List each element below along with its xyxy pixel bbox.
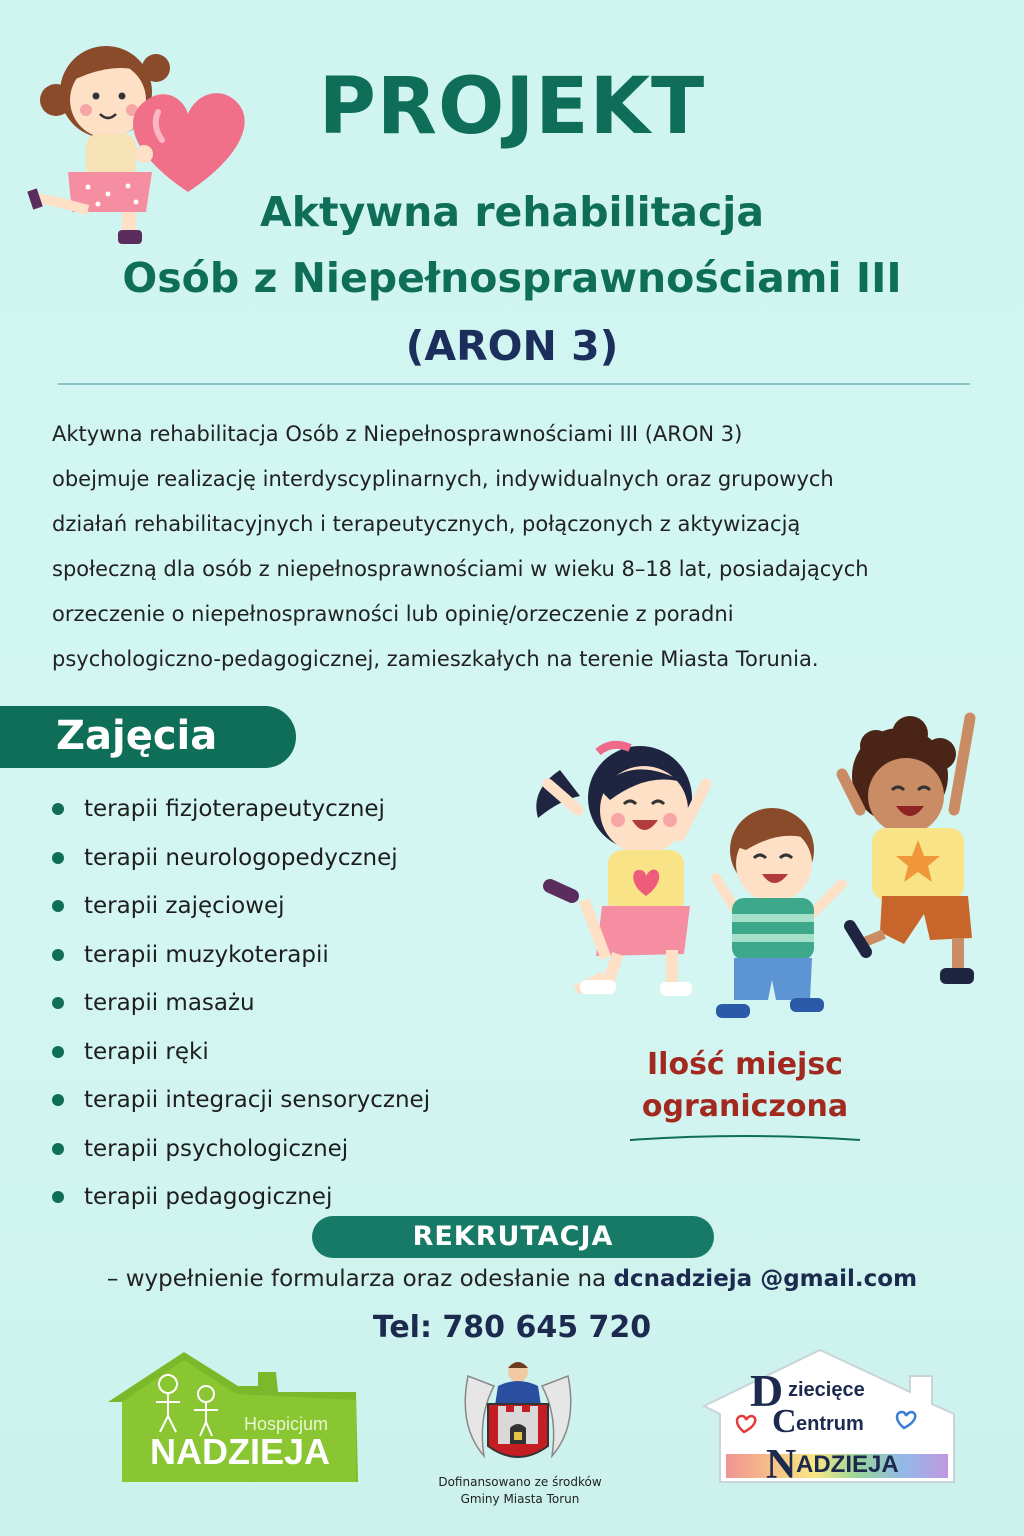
- zajecia-heading-banner: [0, 706, 296, 768]
- description-line: Aktywna rehabilitacja Osób z Niepełnosprawnościami III (ARON 3): [52, 422, 743, 446]
- title-line-3: (ARON 3): [405, 322, 619, 370]
- notice-line-1: Ilość miejsc: [647, 1047, 843, 1082]
- bullet-icon: [52, 900, 64, 912]
- jumping-children-illustration: [520, 700, 1000, 1040]
- girl-figure: [536, 745, 706, 996]
- therapy-item: terapii muzykoterapii: [50, 932, 430, 981]
- rekrutacja-heading: REKRUTACJA: [312, 1216, 714, 1258]
- bullet-icon: [52, 997, 64, 1009]
- dc-line-2: entrum: [796, 1413, 864, 1435]
- hospicjum-label: Hospicjum: [243, 1414, 329, 1434]
- divider: [58, 383, 970, 385]
- description-line: działań rehabilitacyjnych i terapeutycznych, połączonych z aktywizacją: [52, 512, 801, 536]
- title-line-2: Osób z Niepełnosprawnościami III: [122, 254, 902, 302]
- contact-email[interactable]: dcnadzieja @gmail.com: [613, 1266, 918, 1292]
- zajecia-heading: Zajęcia: [56, 713, 218, 759]
- hospicjum-nadzieja-logo: [106, 1352, 362, 1484]
- funding-line-1: Dofinansowano ze środków: [438, 1475, 602, 1489]
- therapy-item: terapii psychologicznej: [50, 1126, 430, 1175]
- curly-boy-figure: [842, 716, 974, 984]
- description-line: społeczną dla osób z niepełnosprawnościami w wieku 8–18 lat, posiadających: [52, 557, 869, 581]
- rekrutacja-instructions: [0, 1266, 1024, 1292]
- limited-places-notice: [600, 1044, 890, 1128]
- bullet-icon: [52, 1094, 64, 1106]
- project-description: [52, 412, 982, 682]
- dc-line-1: ziecięce: [788, 1379, 865, 1401]
- therapy-item: terapii pedagogicznej: [50, 1174, 430, 1223]
- funding-line-2: Gminy Miasta Torun: [460, 1492, 580, 1506]
- boy-figure: [716, 808, 842, 1018]
- description-line: obejmuje realizację interdyscyplinarnych, indywidualnych oraz grupowych: [52, 467, 834, 491]
- torun-coat-of-arms-icon: [458, 1356, 578, 1468]
- dc-line-3: ADZIEJA: [796, 1451, 899, 1478]
- rekrutacja-text: – wypełnienie formularza oraz odesłanie na: [106, 1266, 614, 1292]
- bullet-icon: [52, 1191, 64, 1203]
- therapy-item: terapii integracji sensorycznej: [50, 1077, 430, 1126]
- dc-letter-d: D: [750, 1365, 784, 1416]
- description-line: orzeczenie o niepełnosprawności lub opinię/orzeczenie z poradni: [52, 602, 734, 626]
- hospicjum-nadzieja-label: NADZIEJA: [149, 1431, 331, 1472]
- bullet-icon: [52, 949, 64, 961]
- notice-line-2: ograniczona: [641, 1089, 849, 1124]
- therapy-item: terapii zajęciowej: [50, 883, 430, 932]
- bullet-icon: [52, 1143, 64, 1155]
- dc-letter-n: N: [766, 1442, 797, 1488]
- funding-note: [400, 1474, 640, 1508]
- therapy-item: terapii fizjoterapeutycznej: [50, 786, 430, 835]
- contact-phone[interactable]: Tel: 780 645 720: [372, 1310, 652, 1345]
- description-line: psychologiczno-pedagogicznej, zamieszkałych na terenie Miasta Torunia.: [52, 647, 819, 671]
- title-line-1: Aktywna rehabilitacja: [259, 188, 764, 236]
- bullet-icon: [52, 803, 64, 815]
- therapy-item: terapii ręki: [50, 1029, 430, 1078]
- bullet-icon: [52, 852, 64, 864]
- dzieciece-centrum-nadzieja-logo: [700, 1348, 960, 1488]
- therapy-item: terapii neurologopedycznej: [50, 835, 430, 884]
- bullet-icon: [52, 1046, 64, 1058]
- therapy-list: [50, 786, 430, 1223]
- title-projekt: PROJEKT: [318, 62, 706, 152]
- notice-underline: [630, 1134, 860, 1144]
- dc-letter-c: C: [772, 1403, 797, 1440]
- therapy-item: terapii masażu: [50, 980, 430, 1029]
